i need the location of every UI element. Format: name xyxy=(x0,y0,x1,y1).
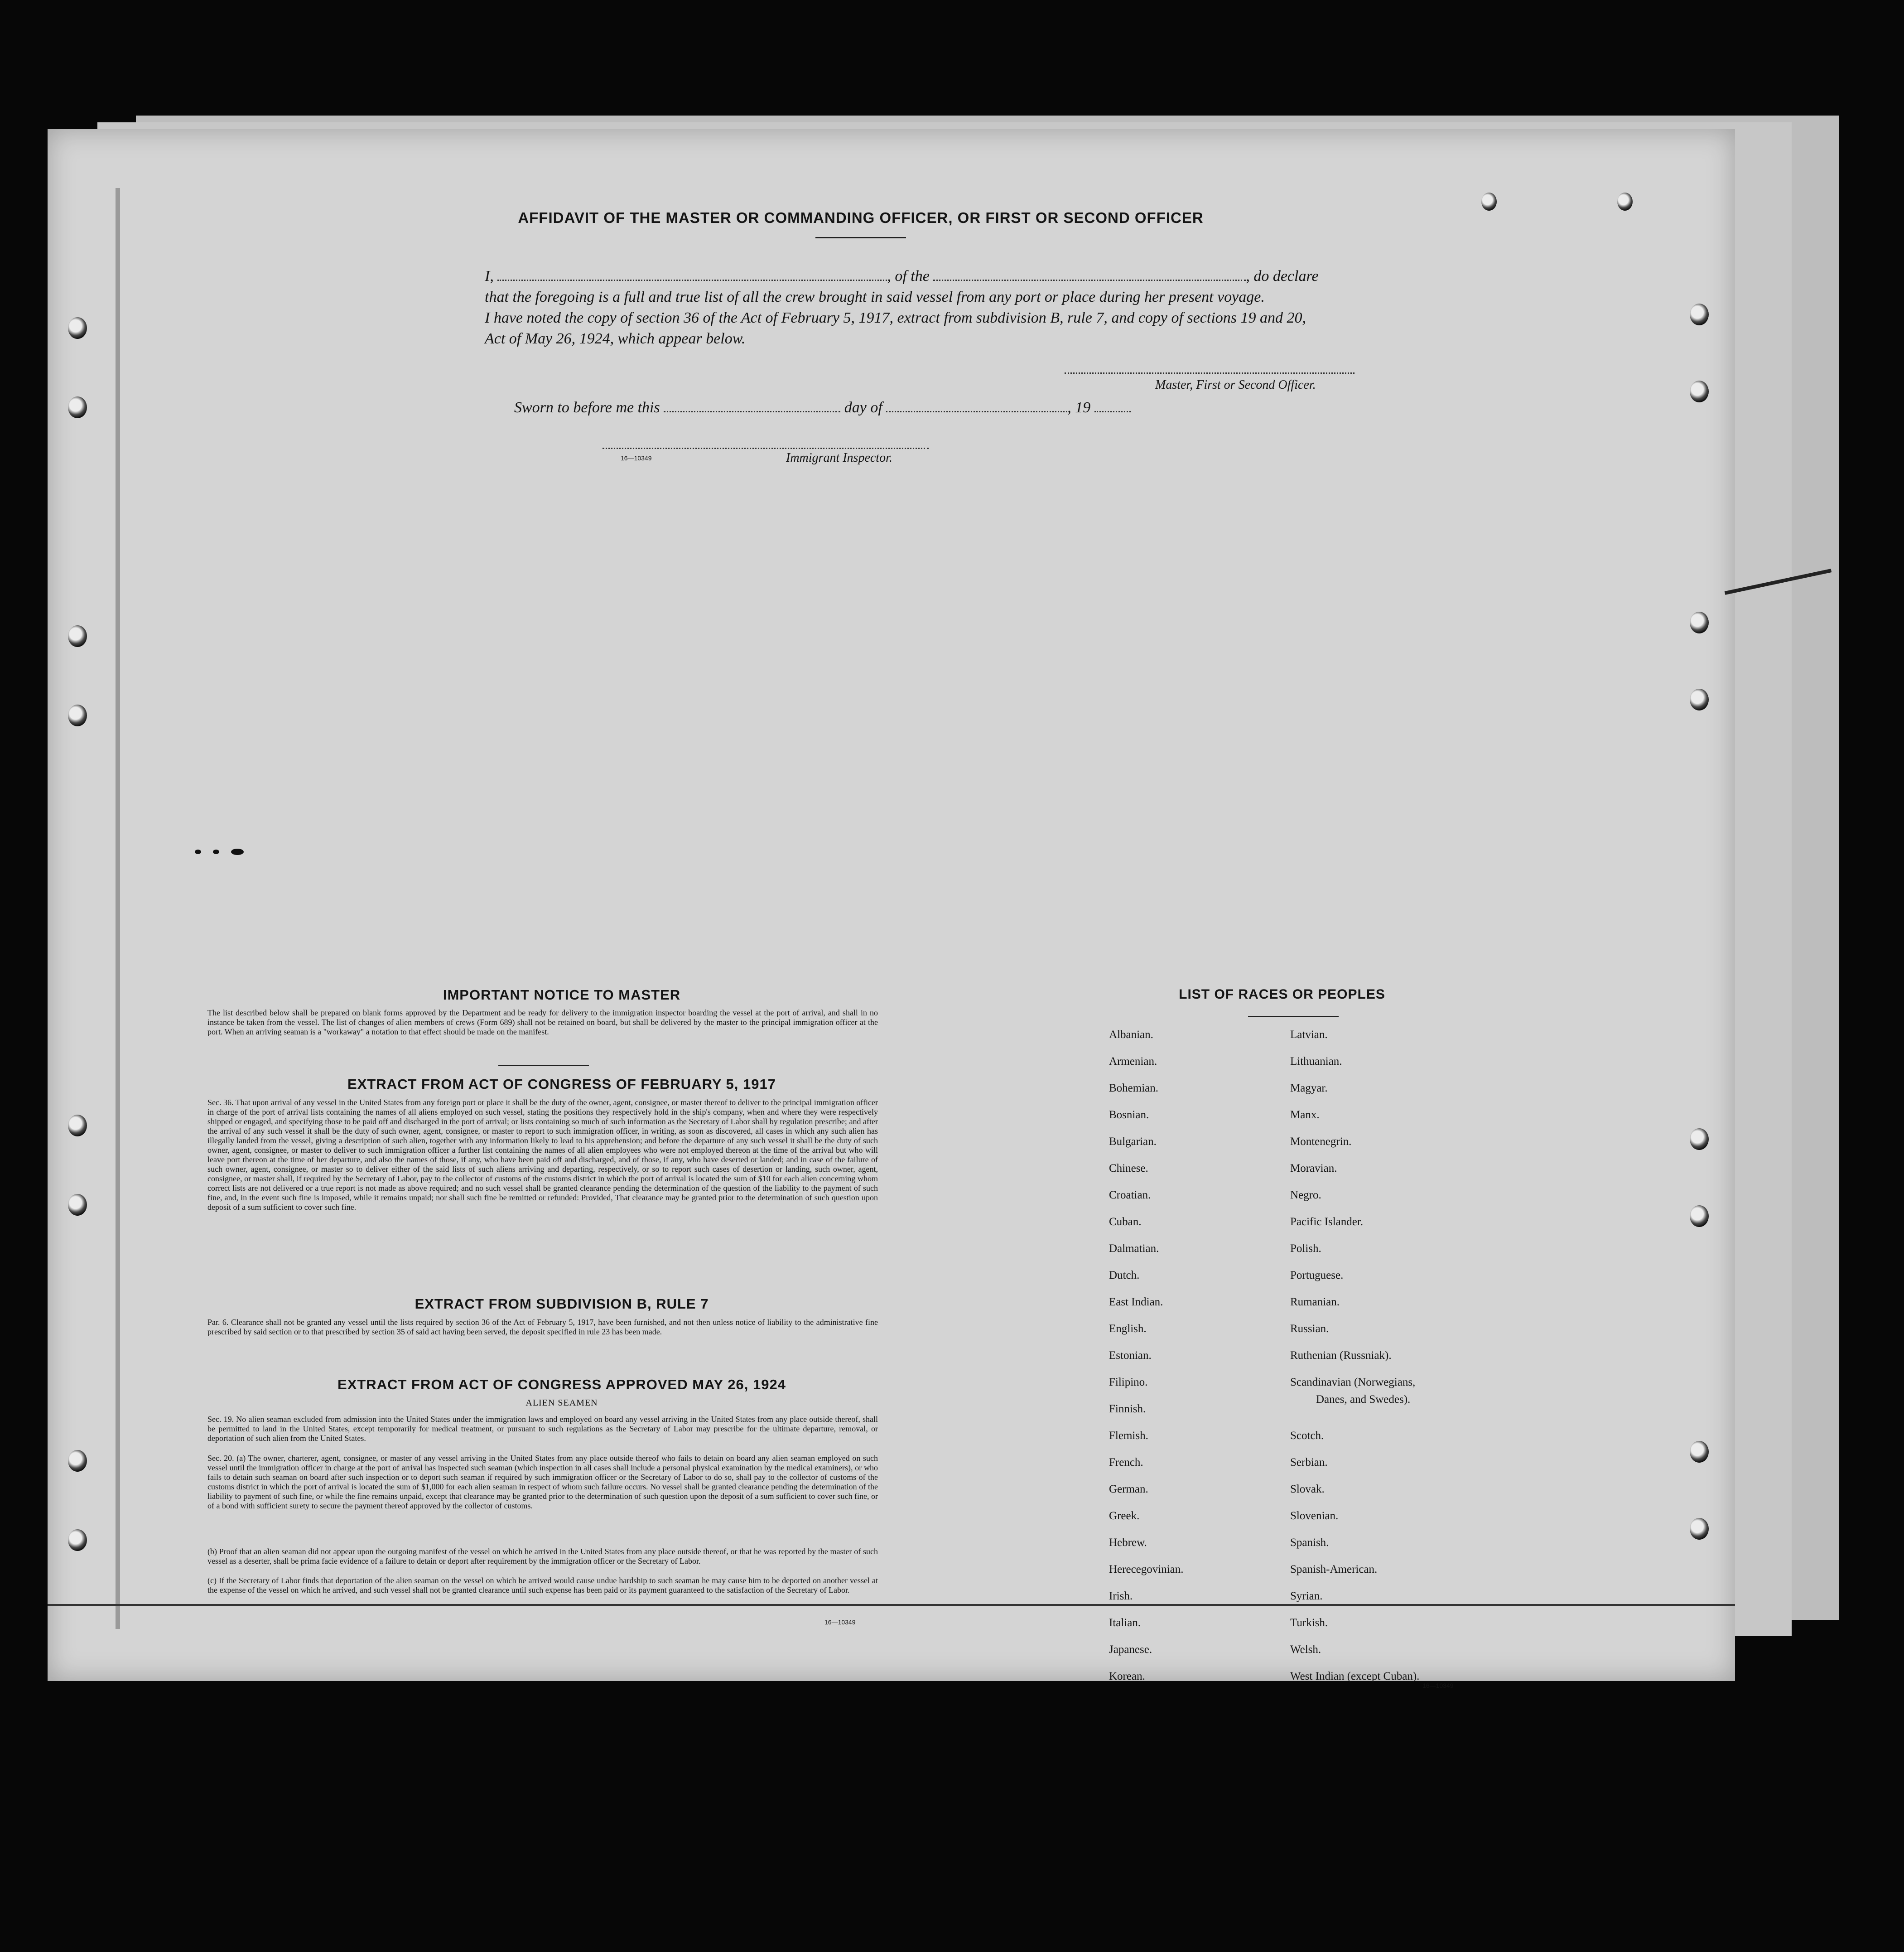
vessel-blank[interactable] xyxy=(933,267,1246,281)
section-divider xyxy=(498,1065,589,1066)
sec-20b-text: (b) Proof that an alien seaman did not appear upon the outgoing manifest of the vessel on which he arrived in the United States from any place outside thereof, or that he was reported by the master of such vessel as a deserter, shall be prima facie evidence of a failure to detain or deport after requirement by the immigration officer or the Secretary of Labor. xyxy=(207,1547,878,1565)
sworn-line xyxy=(514,398,1375,418)
extract-1917-text: Sec. 36. That upon arrival of any vessel in the United States from any foreign port or place it shall be the duty of the owner, agent, consignee, or master thereof to deliver to the principal immigration officer in charge of the port of arrival lists containing the names of all aliens employed on such vessel, stating the positions they respectively hold in the ship's company, when and where they were respectively shipped or engaged, and specifying those to be paid off and discharged in the port of arrival; or lists containing so much of such information as the Secretary of Labor shall by regulation prescribe; and after the arrival of any such vessel it shall be the duty of such owner, agent, consignee, or master to report to such immigration officer, in writing, as soon as discovered, all cases in which any such alien has illegally landed from the vessel, giving a description of such alien, together with any information likely to lead to his apprehension; and before the departure of any such vessel it shall be the duty of such owner, agent, consignee, or master to deliver to such immigration officer a further list containing the names of all alien employees who were not employed thereon at the time of the arrival but who will leave port thereon at the time of her departure, and also the names of those, if any, who have been paid off and discharged, and of those, if any, who have deserted or landed; and in case of the failure of such owner, agent, consignee, or master so to deliver either of the said lists of such aliens arriving and departing, respectively, or so to report such cases of desertion or landing, such owner, agent, consignee, or master shall, if required by the Secretary of Labor, pay to the collector of customs of the customs district in which the port of arrival is located the sum of $10 for each alien concerning whom correct lists are not delivered or a true report is not made as above required; and no such vessel shall be granted clearance pending the determination of the question of the liability to the payment of such fine, and, in the event such fine is imposed, while it remains unpaid; nor shall such fine be remitted or refunded: Provided, That clearance may be granted prior to the determination of such question upon deposit of a sum sufficient to cover such fine. xyxy=(207,1098,878,1212)
race-col1-item: Bohemian. xyxy=(1109,1082,1159,1094)
sec-20a-text: Sec. 20. (a) The owner, charterer, agent, consignee, or master of any vessel arriving in the United States from any place outside thereof who fails to detain on board any alien seaman employed on such vessel until the immigration officer in charge at the port of arrival has inspected such seaman (which inspection in all cases shall include a personal physical examination by the medical examiners), or who fails to detain such seaman on board after such inspection or to deport such seaman if required by such immigration officer or the Secretary of Labor to do so, shall pay to the collector of customs of the customs district in which the port of arrival is located the sum of $1,000 for each alien seaman in respect of whom such failure occurs. No vessel shall be granted clearance pending the determination of the liability to payment of such fine, or while the fine remains unpaid, except that clearance may be granted prior to the determination of such question upon the deposit of a sum sufficient to cover such fine, or of a bond with sufficient surety to secure the payment thereof approved by the collector of customs. xyxy=(207,1454,878,1510)
rule7-text: Par. 6. Clearance shall not be granted any vessel until the lists required by section 36 of the Act of February 5, 1917, have been furnished, and not then unless notice of liability to the administrative fine prescribed by said section or to that prescribed by section 35 of said act having been served, the deposit specified in rule 23 has been made. xyxy=(207,1318,878,1336)
document-page xyxy=(48,129,1735,1681)
punch-hole xyxy=(1690,689,1709,710)
ink-blot xyxy=(195,850,201,854)
notice-text: The list described below shall be prepared on blank forms approved by the Department and be ready for delivery to the immigration inspector boarding the vessel at the port of arrival, and shall in no instance be taken from the vessel. The list of changes of alien members of crews (Form 689) shall not be retained on board, but shall be delivered by the master to the principal immigration officer at the port. When an arriving seaman is a "workaway" a notation to that effect should be made on the manifest. xyxy=(207,1008,878,1036)
punch-hole xyxy=(68,396,87,418)
race-col2-item: Welsh. xyxy=(1290,1643,1321,1656)
race-col1-item: Irish. xyxy=(1109,1590,1133,1602)
day-of-label: day of xyxy=(844,399,882,416)
extract-1917-title: EXTRACT FROM ACT OF CONGRESS OF FEBRUARY 5, 1917 xyxy=(347,1076,776,1092)
sec-20c-text: (c) If the Secretary of Labor finds that deportation of the alien seaman on the vessel on which he arrived would cause undue hardship to such seaman he may cause him to be deported on another vessel at the expense of the vessel on which he arrived, and such vessel shall not be granted clearance until such expense has been paid or its payment guaranteed to the satisfaction of the Secretary of Labor. xyxy=(207,1576,878,1594)
race-col1-item: Flemish. xyxy=(1109,1430,1148,1442)
race-col2-item: Polish. xyxy=(1290,1242,1321,1255)
race-col1-item: Estonian. xyxy=(1109,1349,1152,1362)
affidavit-line-1 xyxy=(485,266,1391,286)
race-col1-item: Finnish. xyxy=(1109,1403,1146,1415)
notice-form-number: 16—10349 xyxy=(824,1619,856,1626)
race-col2-item: Slovenian. xyxy=(1290,1510,1339,1522)
ink-blot xyxy=(213,850,219,854)
race-col1-item: Cuban. xyxy=(1109,1216,1142,1228)
race-col2-item: Serbian. xyxy=(1290,1456,1328,1469)
race-col2-item: Scandinavian (Norwegians, xyxy=(1290,1376,1416,1388)
title-underline xyxy=(815,237,906,238)
race-col1-item: Albanian. xyxy=(1109,1029,1153,1041)
punch-hole xyxy=(68,1529,87,1551)
race-col2-item: Turkish. xyxy=(1290,1617,1328,1629)
punch-hole xyxy=(1690,381,1709,402)
race-col2-item: Danes, and Swedes). xyxy=(1316,1393,1411,1406)
race-col2-item: West Indian (except Cuban). xyxy=(1290,1670,1420,1682)
extract-1924-subtitle: ALIEN SEAMEN xyxy=(525,1398,598,1408)
affidavit-title: AFFIDAVIT OF THE MASTER OR COMMANDING OFFICER, OR FIRST OR SECOND OFFICER xyxy=(518,209,1204,226)
punch-hole xyxy=(1690,1205,1709,1227)
inspector-signature-line[interactable] xyxy=(603,448,929,449)
race-col2-item: Moravian. xyxy=(1290,1162,1337,1174)
race-col2-item: Syrian. xyxy=(1290,1590,1323,1602)
punch-hole xyxy=(68,317,87,339)
race-col1-item: Herecegovinian. xyxy=(1109,1563,1184,1575)
races-title-underline xyxy=(1248,1016,1339,1017)
punch-hole xyxy=(68,705,87,726)
race-col1-item: Korean. xyxy=(1109,1670,1145,1682)
page-crease xyxy=(48,1604,1735,1606)
race-col2-item: Spanish-American. xyxy=(1290,1563,1378,1575)
race-col1-item: French. xyxy=(1109,1456,1143,1469)
race-col1-item: English. xyxy=(1109,1323,1147,1335)
race-col2-item: Negro. xyxy=(1290,1189,1321,1201)
race-col2-item: Rumanian. xyxy=(1290,1296,1340,1308)
punch-hole xyxy=(68,625,87,647)
race-col2-item: Portuguese. xyxy=(1290,1269,1344,1281)
race-col2-item: Lithuanian. xyxy=(1290,1055,1342,1068)
punch-hole xyxy=(1690,612,1709,633)
race-col1-item: Filipino. xyxy=(1109,1376,1148,1388)
race-col1-item: Italian. xyxy=(1109,1617,1141,1629)
sec-19-text: Sec. 19. No alien seaman excluded from admission into the United States under the immigration laws and employed on board any vessel arriving in the United States from any place outside thereof, shall be permitted to land in the United States, except temporarily for medical treatment, or pursuant to such regulations as the Secretary of Labor may prescribe for the ultimate departure, removal, or deportation of such alien from the United States. xyxy=(207,1415,878,1443)
race-col2-item: Russian. xyxy=(1290,1323,1329,1335)
race-col1-item: Dutch. xyxy=(1109,1269,1140,1281)
race-col1-item: Chinese. xyxy=(1109,1162,1148,1174)
race-col1-item: East Indian. xyxy=(1109,1296,1163,1308)
punch-hole xyxy=(68,1115,87,1136)
affidavit-i: I, xyxy=(485,268,494,285)
punch-hole xyxy=(1690,1128,1709,1150)
sworn-day-blank[interactable] xyxy=(664,398,840,412)
races-form-number: 16—10349 xyxy=(1422,1682,1454,1689)
master-label: Master, First or Second Officer. xyxy=(1155,378,1316,392)
extract-1924-title: EXTRACT FROM ACT OF CONGRESS APPROVED MAY 26, 1924 xyxy=(337,1377,786,1392)
notice-title: IMPORTANT NOTICE TO MASTER xyxy=(443,987,681,1003)
affidavit-of-the: , of the xyxy=(887,268,930,285)
race-col1-item: Dalmatian. xyxy=(1109,1242,1159,1255)
race-col2-item: Slovak. xyxy=(1290,1483,1325,1495)
punch-hole xyxy=(1617,193,1633,211)
affidavit-line-4: Act of May 26, 1924, which appear below. xyxy=(485,330,746,347)
punch-hole xyxy=(68,1194,87,1216)
race-col1-item: Japanese. xyxy=(1109,1643,1152,1656)
race-col2-item: Pacific Islander. xyxy=(1290,1216,1364,1228)
affidavit-line-3: I have noted the copy of section 36 of the Act of February 5, 1917, extract from subdivision B, rule 7, and copy of sections 19 and 20, xyxy=(485,309,1306,326)
race-col1-item: Bulgarian. xyxy=(1109,1135,1157,1148)
sworn-month-blank[interactable] xyxy=(886,398,1067,412)
race-col2-item: Manx. xyxy=(1290,1109,1320,1121)
race-col2-item: Scotch. xyxy=(1290,1430,1324,1442)
page-fold xyxy=(116,188,120,1629)
race-col2-item: Magyar. xyxy=(1290,1082,1328,1094)
races-title: LIST OF RACES OR PEOPLES xyxy=(1179,987,1385,1002)
race-col1-item: German. xyxy=(1109,1483,1148,1495)
ink-blot xyxy=(231,849,244,855)
rule7-title: EXTRACT FROM SUBDIVISION B, RULE 7 xyxy=(415,1296,709,1312)
punch-hole xyxy=(1690,1441,1709,1463)
affidavit-form-number: 16—10349 xyxy=(621,454,652,462)
race-col2-item: Latvian. xyxy=(1290,1029,1328,1041)
affidavit-line-2: that the foregoing is a full and true list of all the crew brought in said vessel from any port or place during her present voyage. xyxy=(485,289,1265,305)
race-col1-item: Croatian. xyxy=(1109,1189,1151,1201)
affidavit-declare: , do declare xyxy=(1246,268,1319,285)
sworn-year-blank[interactable] xyxy=(1094,398,1131,412)
name-blank[interactable] xyxy=(497,267,887,281)
sworn-label: Sworn to before me this xyxy=(514,399,660,416)
race-col2-item: Montenegrin. xyxy=(1290,1135,1352,1148)
race-col2-item: Ruthenian (Russniak). xyxy=(1290,1349,1392,1362)
race-col1-item: Bosnian. xyxy=(1109,1109,1149,1121)
race-col1-item: Hebrew. xyxy=(1109,1536,1147,1549)
punch-hole xyxy=(68,1450,87,1472)
race-col1-item: Armenian. xyxy=(1109,1055,1157,1068)
punch-hole xyxy=(1690,304,1709,325)
master-signature-line[interactable] xyxy=(1065,372,1354,374)
race-col2-item: Spanish. xyxy=(1290,1536,1329,1549)
year-label: , 19 xyxy=(1067,399,1091,416)
race-col1-item: Greek. xyxy=(1109,1510,1140,1522)
punch-hole xyxy=(1481,193,1497,211)
punch-hole xyxy=(1690,1518,1709,1540)
inspector-label: Immigrant Inspector. xyxy=(786,451,892,465)
